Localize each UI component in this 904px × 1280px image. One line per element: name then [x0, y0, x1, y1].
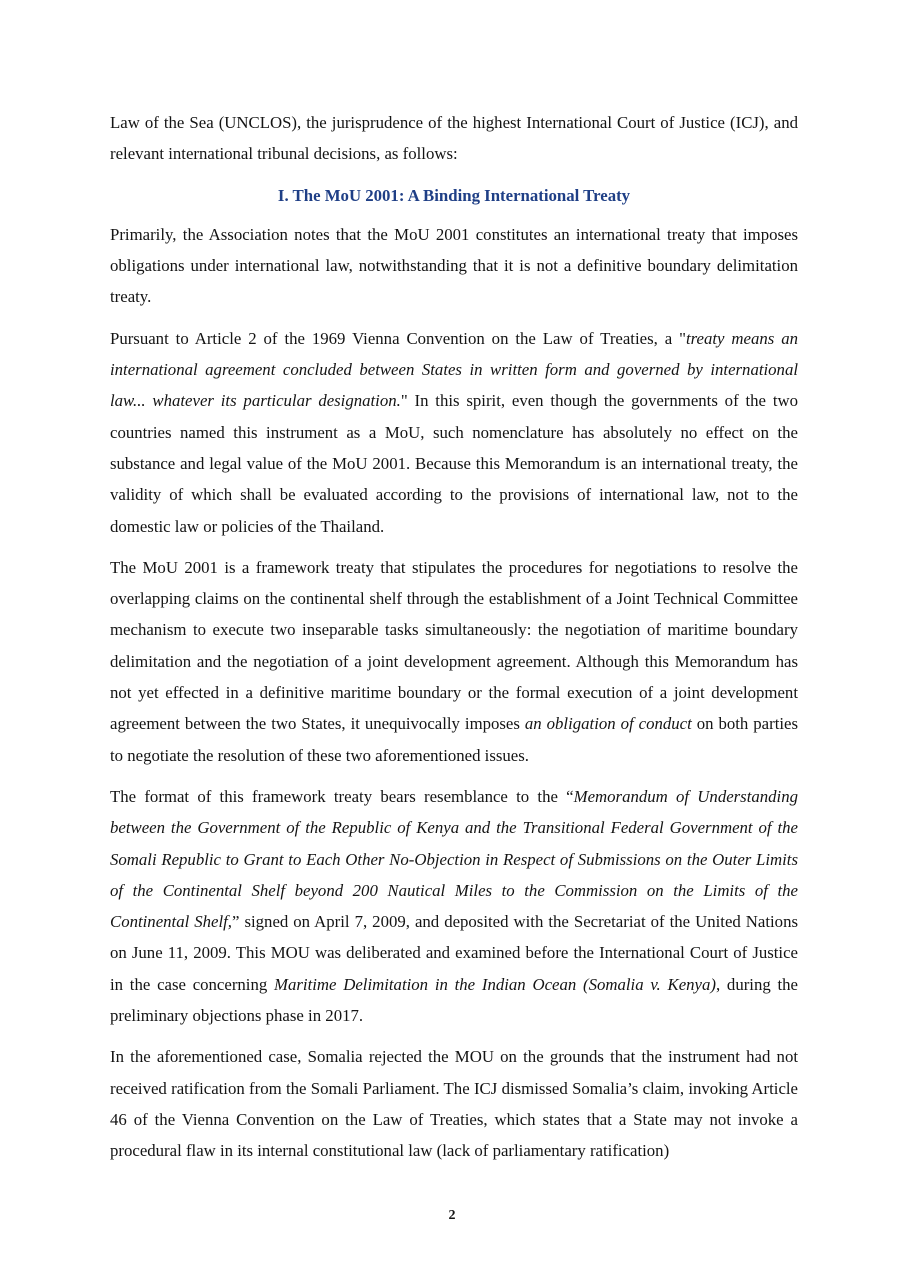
text-run: , during the preliminary objections phase in 2017. [110, 974, 799, 1026]
paragraph-framework-treaty [110, 552, 798, 771]
quoted-definition: treaty means an international agreement concluded between States in written form and governed by international law... whatever its particular designation. [110, 328, 798, 411]
paragraph-continuation: Law of the Sea (UNCLOS), the jurisprudence of the highest International Court of Justice (ICJ), and relevant international tribunal decisions, as follows: [110, 113, 798, 164]
section-heading: I. The MoU 2001: A Binding International Treaty [277, 185, 631, 205]
paragraph-kenya-somalia-mou [110, 781, 798, 1031]
paragraph-binding-treaty: Primarily, the Association notes that the MoU 2001 constitutes an international treaty that imposes obligations under international law, notwithstanding that it is not a definitive boundary delimitation treaty. [110, 224, 798, 307]
text-run: Pursuant to Article 2 of the 1969 Vienna Convention on the Law of Treaties, a " [110, 328, 686, 348]
page-number: 2 [448, 1208, 456, 1223]
page-body [110, 107, 798, 1177]
mou-title: Memorandum of Understanding between the Government of the Republic of Kenya and the Transitional Federal Government of the Somali Republic to Grant to Each Other No-Objection in Respect of Submissions on the Outer Limits of the Continental Shelf beyond 200 Nautical Miles to the Commission on the Limits of the Continental Shelf, [110, 786, 798, 932]
obligation-of-conduct: an obligation of conduct [524, 714, 692, 734]
text-run: " In this spirit, even though the governments of the two countries named this instrument as a MoU, such nomenclature has absolutely no effect on the substance and legal value of the MoU 2001. Because this Memorandum is an international treaty, the validity of which shall be evaluated according to the provisions of international law, not to the domestic law or policies of the Thailand. [110, 391, 798, 536]
text-run: The format of this framework treaty bears resemblance to the “ [110, 786, 574, 806]
text-run: on both parties to negotiate the resolution of these two aforementioned issues. [110, 714, 798, 765]
paragraph-somalia-case: In the aforementioned case, Somalia rejected the MOU on the grounds that the instrument had not received ratification from the Somali Parliament. The ICJ dismissed Somalia’s claim, invoking Article 46 of the Vienna Convention on the Law of Treaties, which states that a State may not invoke a procedural flaw in its internal constitutional law (lack of parliamentary ratification) [110, 1047, 798, 1161]
case-name: Maritime Delimitation in the Indian Ocean (Somalia v. Kenya) [274, 974, 716, 994]
paragraph-vienna-convention [110, 323, 798, 542]
text-run: ” signed on April 7, 2009, and deposited with the Secretariat of the United Nations on June 11, 2009. This MOU was deliberated and examined before the International Court of Justice in the case concerning [110, 912, 798, 994]
text-run: The MoU 2001 is a framework treaty that stipulates the procedures for negotiations to resolve the overlapping claims on the continental shelf through the establishment of a Joint Technical Committee mechanism to execute two inseparable tasks simultaneously: the negotiation of maritime boundary delimitation and the negotiation of a joint development agreement. Although this Memorandum has not yet effected in a definitive maritime boundary or the formal execution of a joint development agreement between the two States, it unequivocally imposes [110, 557, 798, 734]
